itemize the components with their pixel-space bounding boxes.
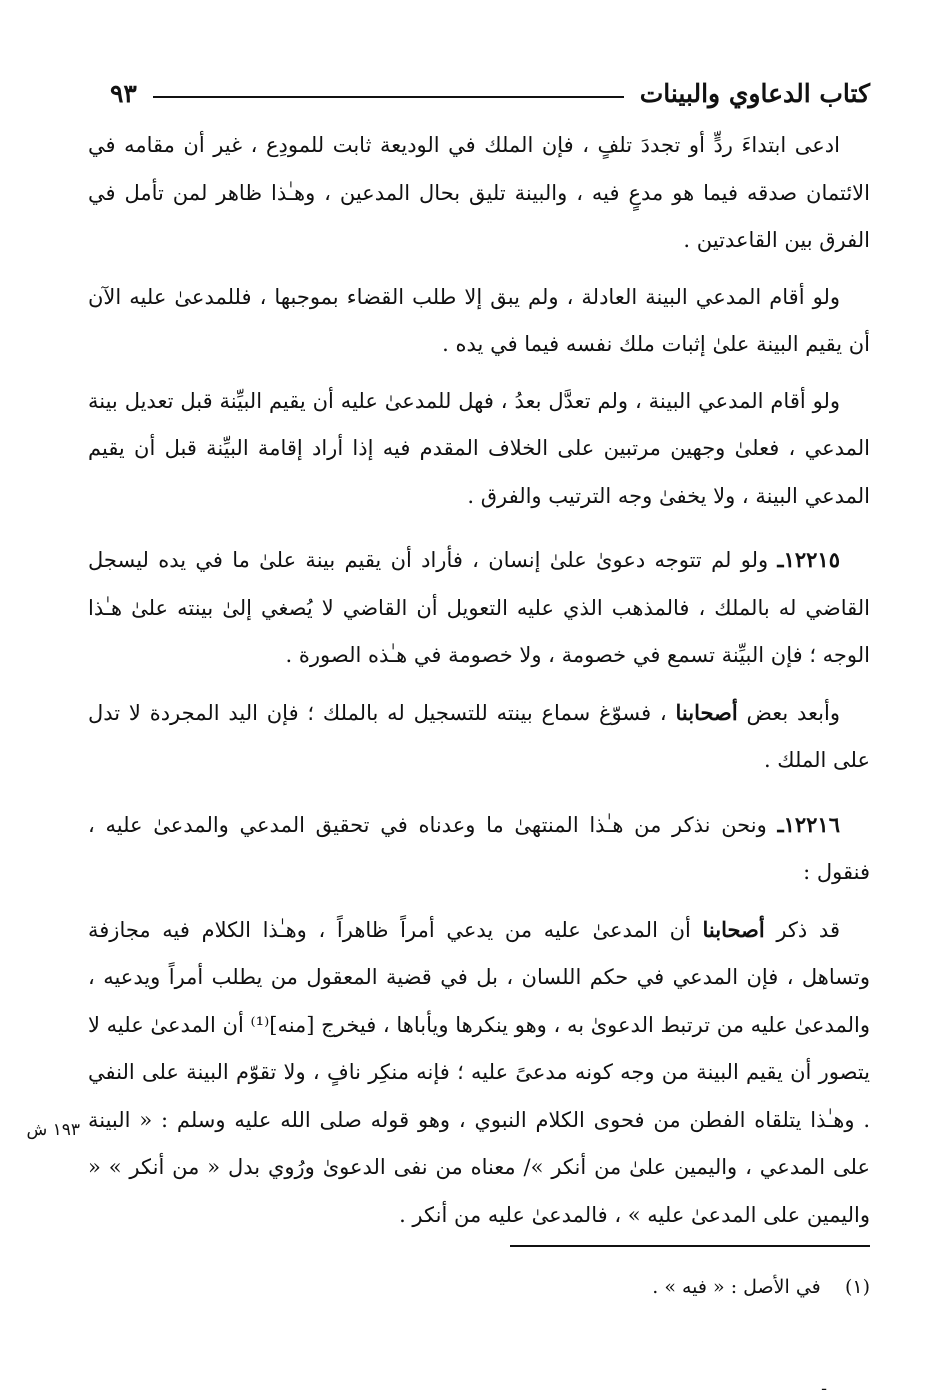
paragraph-number: ١٢٢١٦ـ (777, 811, 840, 837)
running-header (110, 70, 870, 116)
paragraph (88, 378, 870, 521)
footnote (88, 1272, 870, 1302)
paragraph-text: ، فسوّغ سماع بينته للتسجيل له بالملك ؛ فإن اليد المجردة لا تدل على الملك . (88, 700, 870, 772)
footnote-marker: (١) (844, 1276, 870, 1298)
paragraph (88, 274, 870, 369)
paragraph-text: ولو أقام المدعي البينة العادلة ، ولم يبق إلا طلب القضاء بموجبها ، فللمدعىٰ عليه الآن أن يقيم البينة علىٰ إثبات ملك نفسه فيما في يده . (88, 284, 870, 356)
main-text (88, 122, 870, 1248)
paragraph-text: قد ذكر (764, 917, 840, 942)
paragraph-continuation (88, 122, 870, 265)
page-number: ٩٣ (110, 78, 137, 108)
numbered-paragraph (88, 536, 870, 680)
paragraph-text: ونحن نذكر من هـٰذا المنتهىٰ ما وعدناه في تحقيق المدعي والمدعىٰ عليه ، فنقول : (88, 812, 870, 884)
paragraph-text: وأبعد بعض (737, 700, 840, 725)
paragraph (88, 689, 870, 785)
footnote-text: في الأصل : « فيه » . (652, 1276, 821, 1298)
corner-mark: ـ (822, 1378, 827, 1394)
emphasis-term: أصحابنا (675, 699, 738, 725)
paragraph-text: ادعى ابتداءَ ردٍّ أو تجددَ تلفٍ ، فإن الملك في الوديعة ثابت للمودِع ، غير أن مقامه في الائتمان صدقه فيما هو مدعٍ فيه ، والبينة تليق بحال المدعين ، وهـٰذا ظاهر لمن تأمل في الفرق بين القاعدتين . (88, 133, 870, 252)
footnote-rule (510, 1245, 870, 1247)
paragraph-text: ولو أقام المدعي البينة ، ولم تعدَّل بعدُ ، فهل للمدعىٰ عليه أن يقيم البيِّنة قبل تعديل بينة المدعي ، فعلىٰ وجهين مرتبين على الخلاف المقدم فيه إذا أراد إقامة البيِّنة قبل أن يقيم المدعي البينة ، ولا يخفىٰ وجه الترتيب والفرق . (88, 388, 870, 508)
emphasis-term: أصحابنا (702, 916, 765, 942)
book-title: كتاب الدعاوي والبينات (639, 78, 870, 108)
paragraph-text: أن المدعىٰ عليه من يدعي أمراً ظاهراً ، وهـٰذا الكلام فيه مجازفة وتساهل ، فإن المدعي في حكم اللسان ، بل في قضية المعقول من يطلب أمراً ويدعيه ، والمدعىٰ عليه من ترتبط الدعوىٰ به ، وهو ينكرها ويأباها ، فيخرج [منه]⁽¹⁾ أن المدعىٰ عليه لا يتصور أن يقيم البينة من وجه كونه مدعىً عليه ؛ فإنه منكِر نافٍ ، ولا تقوّم البينة على النفي . وهـٰذا يتلقاه الفطن من فحوى الكلام النبوي ، وهو قوله صلى الله عليه وسلم : « البينة على المدعي ، واليمين علىٰ من أنكر »/ معناه من نفى الدعوىٰ ورُوي بدل « من أنكر » « واليمين على المدعىٰ عليه » ، فالمدعىٰ عليه من أنكر . (88, 917, 870, 1227)
paragraph (88, 906, 870, 1240)
numbered-paragraph (88, 801, 870, 897)
paragraph-number: ١٢٢١٥ـ (777, 547, 840, 572)
header-rule (153, 96, 624, 98)
margin-folio-note: ١٩٣ ش (26, 1120, 80, 1140)
paragraph-text: ولو لم تتوجه دعوىٰ علىٰ إنسان ، فأراد أن يقيم بينة علىٰ ما في يده ليسجل القاضي له بالملك ، فالمذهب الذي عليه التعويل أن القاضي لا يُصغي إلىٰ بينته علىٰ هـٰذا الوجه ؛ فإن البيِّنة تسمع في خصومة ، ولا خصومة في هـٰذه الصورة . (88, 548, 870, 667)
